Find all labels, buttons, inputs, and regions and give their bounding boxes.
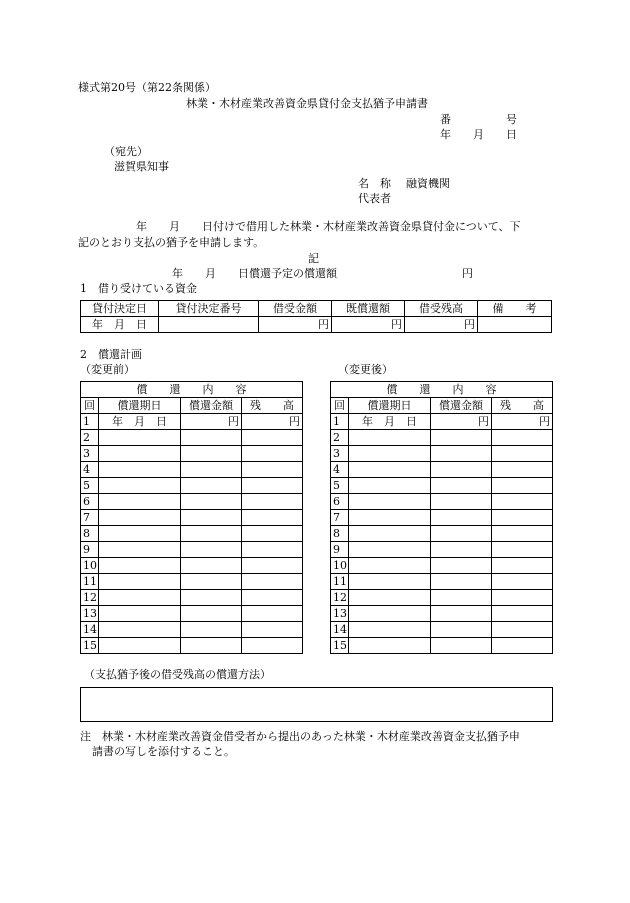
installment-number: 5	[81, 478, 99, 494]
table-row	[331, 510, 553, 526]
due-date-cell[interactable]	[349, 622, 431, 638]
balance-cell[interactable]	[242, 622, 303, 638]
amount-cell[interactable]: 円	[431, 414, 492, 430]
table-row	[81, 446, 303, 462]
applicant-name-value: 融資機関	[406, 177, 450, 190]
installment-number: 14	[81, 622, 99, 638]
balance-cell[interactable]	[242, 446, 303, 462]
header-repayment-amount: 償還金額	[181, 398, 242, 414]
balance-cell[interactable]	[492, 542, 553, 558]
table-row	[331, 590, 553, 606]
amount-cell[interactable]	[181, 430, 242, 446]
installment-number: 10	[81, 558, 99, 574]
balance-cell[interactable]	[492, 478, 553, 494]
amount-cell[interactable]	[181, 478, 242, 494]
amount-cell[interactable]	[431, 590, 492, 606]
balance-cell[interactable]	[492, 494, 553, 510]
table-row	[331, 430, 553, 446]
before-change-label: （変更前）	[80, 363, 135, 376]
due-date-cell[interactable]: 年 月 日	[99, 414, 181, 430]
header-installment: 回	[331, 398, 349, 414]
table-header-row	[81, 301, 552, 317]
due-date-cell[interactable]	[99, 542, 181, 558]
header-loan-decision-number: 貸付決定番号	[159, 301, 259, 317]
table-row	[81, 462, 303, 478]
amount-cell[interactable]	[181, 638, 242, 654]
installment-number: 7	[331, 510, 349, 526]
balance-cell[interactable]	[242, 606, 303, 622]
header-installment: 回	[81, 398, 99, 414]
installment-number: 3	[331, 446, 349, 462]
cell-outstanding-balance[interactable]: 円	[405, 317, 478, 333]
table-row	[81, 510, 303, 526]
balance-cell[interactable]	[242, 526, 303, 542]
amount-cell[interactable]	[431, 446, 492, 462]
due-date-cell[interactable]	[99, 430, 181, 446]
installment-number: 1	[81, 414, 99, 430]
section1-heading: 1 借り受けている資金	[80, 282, 197, 295]
table-row	[331, 494, 553, 510]
balance-cell[interactable]	[242, 590, 303, 606]
balance-cell[interactable]	[492, 462, 553, 478]
installment-number: 4	[331, 462, 349, 478]
cell-borrowed-amount[interactable]: 円	[259, 317, 332, 333]
due-date-cell[interactable]	[99, 510, 181, 526]
amount-cell[interactable]	[181, 558, 242, 574]
table-row	[331, 542, 553, 558]
body-text-line2: 記のとおり支払の猶予を申請します。	[78, 236, 265, 249]
due-date-cell[interactable]	[349, 574, 431, 590]
form-number: 様式第20号（第22条関係）	[78, 81, 216, 94]
due-date-cell[interactable]	[349, 494, 431, 510]
installment-number: 13	[81, 606, 99, 622]
due-date-cell[interactable]	[349, 446, 431, 462]
due-date-cell[interactable]	[99, 622, 181, 638]
amount-cell[interactable]	[431, 622, 492, 638]
table-row	[331, 478, 553, 494]
repayment-plan-after-table	[330, 381, 553, 654]
amount-cell[interactable]	[181, 590, 242, 606]
installment-number: 3	[81, 446, 99, 462]
cell-loan-decision-date[interactable]: 年 月 日	[81, 317, 159, 333]
installment-number: 2	[331, 430, 349, 446]
repayment-date-line: 年 月 日償還予定の償還額	[172, 267, 337, 280]
table-row	[331, 414, 553, 430]
installment-number: 9	[81, 542, 99, 558]
balance-cell[interactable]	[242, 542, 303, 558]
group-header: 償 還 内 容	[81, 382, 303, 398]
table-row	[81, 317, 552, 333]
installment-number: 11	[331, 574, 349, 590]
header-outstanding-balance: 借受残高	[405, 301, 478, 317]
due-date-cell[interactable]	[349, 542, 431, 558]
due-date-cell[interactable]	[99, 638, 181, 654]
table-row	[81, 478, 303, 494]
due-date-cell[interactable]	[349, 558, 431, 574]
installment-number: 13	[331, 606, 349, 622]
after-change-label: （変更後）	[338, 363, 393, 376]
due-date-cell[interactable]	[349, 526, 431, 542]
due-date-cell[interactable]	[99, 478, 181, 494]
table-row	[81, 494, 303, 510]
amount-cell[interactable]	[181, 622, 242, 638]
installment-number: 5	[331, 478, 349, 494]
header-balance: 残 高	[242, 398, 303, 414]
header-balance: 残 高	[492, 398, 553, 414]
addressee-name: 滋賀県知事	[114, 160, 169, 173]
balance-cell[interactable]	[492, 446, 553, 462]
group-header-row	[331, 382, 553, 398]
installment-number: 15	[81, 638, 99, 654]
body-text-line1: 年 月 日付けで借用した林業・木材産業改善資金県貸付金について、下	[136, 220, 521, 233]
amount-cell[interactable]	[181, 446, 242, 462]
due-date-cell[interactable]	[349, 478, 431, 494]
installment-number: 6	[331, 494, 349, 510]
table-row	[81, 638, 303, 654]
header-due-date: 償還期日	[349, 398, 431, 414]
table-row	[331, 638, 553, 654]
balance-cell[interactable]: 円	[242, 414, 303, 430]
amount-cell[interactable]	[431, 638, 492, 654]
cell-repaid-amount[interactable]: 円	[332, 317, 405, 333]
due-date-cell[interactable]	[99, 526, 181, 542]
balance-cell[interactable]	[242, 462, 303, 478]
balance-cell[interactable]	[242, 510, 303, 526]
installment-number: 9	[331, 542, 349, 558]
repayment-plan-before-table	[80, 381, 303, 654]
amount-cell[interactable]	[431, 494, 492, 510]
group-header: 償 還 内 容	[331, 382, 553, 398]
amount-cell[interactable]: 円	[181, 414, 242, 430]
representative-label: 代表者	[358, 192, 391, 205]
due-date-cell[interactable]	[99, 462, 181, 478]
balance-cell[interactable]	[242, 494, 303, 510]
group-header-row	[81, 382, 303, 398]
balance-cell[interactable]	[492, 430, 553, 446]
form-title: 林業・木材産業改善資金県貸付金支払猶予申請書	[186, 97, 428, 110]
balance-cell[interactable]	[242, 638, 303, 654]
balance-cell[interactable]	[492, 574, 553, 590]
table-row	[81, 542, 303, 558]
balance-cell[interactable]	[242, 574, 303, 590]
note-line2: 請書の写しを添付すること。	[92, 745, 235, 758]
due-date-cell[interactable]	[99, 590, 181, 606]
table-row	[331, 462, 553, 478]
amount-cell[interactable]	[431, 542, 492, 558]
cell-remarks[interactable]	[478, 317, 552, 333]
repayment-method-label: （支払猶予後の借受残高の償還方法）	[84, 668, 271, 681]
balance-cell[interactable]	[492, 622, 553, 638]
table-row	[331, 558, 553, 574]
balance-cell[interactable]	[492, 638, 553, 654]
installment-number: 7	[81, 510, 99, 526]
header-repaid-amount: 既償還額	[332, 301, 405, 317]
due-date-cell[interactable]	[349, 510, 431, 526]
installment-number: 14	[331, 622, 349, 638]
installment-number: 4	[81, 462, 99, 478]
due-date-cell[interactable]	[99, 558, 181, 574]
due-date-cell[interactable]	[349, 590, 431, 606]
header-remarks: 備 考	[478, 301, 552, 317]
applicant-name-label: 名 称	[358, 177, 391, 190]
amount-cell[interactable]	[431, 478, 492, 494]
table-row	[81, 590, 303, 606]
installment-number: 2	[81, 430, 99, 446]
table-row	[81, 526, 303, 542]
document-date: 年 月 日	[440, 128, 517, 141]
borrowed-funds-table	[80, 300, 552, 333]
installment-number: 12	[331, 590, 349, 606]
amount-cell[interactable]	[431, 606, 492, 622]
installment-number: 8	[331, 526, 349, 542]
installment-number: 11	[81, 574, 99, 590]
table-row	[331, 606, 553, 622]
amount-cell[interactable]	[181, 606, 242, 622]
column-header-row	[81, 398, 303, 414]
due-date-cell[interactable]: 年 月 日	[349, 414, 431, 430]
amount-cell[interactable]	[181, 542, 242, 558]
amount-cell[interactable]	[431, 510, 492, 526]
amount-cell[interactable]	[431, 574, 492, 590]
balance-cell[interactable]	[492, 526, 553, 542]
document-number: 番 号	[440, 113, 517, 126]
balance-cell[interactable]	[242, 558, 303, 574]
table-row	[81, 430, 303, 446]
amount-cell[interactable]	[431, 526, 492, 542]
due-date-cell[interactable]	[99, 606, 181, 622]
table-row	[331, 622, 553, 638]
table-row	[331, 526, 553, 542]
repayment-unit: 円	[462, 267, 473, 280]
installment-number: 12	[81, 590, 99, 606]
balance-cell[interactable]	[242, 478, 303, 494]
due-date-cell[interactable]	[349, 606, 431, 622]
balance-cell[interactable]	[492, 606, 553, 622]
ki-heading: 記	[308, 252, 319, 265]
note-line1: 注 林業・木材産業改善資金借受者から提出のあった林業・木材産業改善資金支払猶予申	[80, 730, 520, 743]
addressee-label: （宛先）	[104, 145, 148, 158]
table-row	[81, 622, 303, 638]
section2-heading: 2 償還計画	[80, 348, 142, 361]
amount-cell[interactable]	[181, 526, 242, 542]
amount-cell[interactable]	[181, 574, 242, 590]
amount-cell[interactable]	[181, 494, 242, 510]
due-date-cell[interactable]	[349, 638, 431, 654]
header-borrowed-amount: 借受金額	[259, 301, 332, 317]
installment-number: 10	[331, 558, 349, 574]
repayment-method-box[interactable]	[80, 687, 553, 722]
table-row	[81, 558, 303, 574]
amount-cell[interactable]	[431, 462, 492, 478]
table-row	[81, 606, 303, 622]
balance-cell[interactable]	[492, 510, 553, 526]
due-date-cell[interactable]	[349, 430, 431, 446]
header-loan-decision-date: 貸付決定日	[81, 301, 159, 317]
installment-number: 1	[331, 414, 349, 430]
header-due-date: 償還期日	[99, 398, 181, 414]
balance-cell[interactable]	[492, 558, 553, 574]
due-date-cell[interactable]	[99, 494, 181, 510]
amount-cell[interactable]	[431, 430, 492, 446]
due-date-cell[interactable]	[349, 462, 431, 478]
amount-cell[interactable]	[181, 510, 242, 526]
balance-cell[interactable]	[242, 430, 303, 446]
due-date-cell[interactable]	[99, 446, 181, 462]
cell-loan-decision-number[interactable]	[159, 317, 259, 333]
table-row	[331, 574, 553, 590]
installment-number: 8	[81, 526, 99, 542]
amount-cell[interactable]	[181, 462, 242, 478]
installment-number: 6	[81, 494, 99, 510]
table-row	[331, 446, 553, 462]
balance-cell[interactable]	[492, 590, 553, 606]
header-repayment-amount: 償還金額	[431, 398, 492, 414]
table-row	[81, 574, 303, 590]
due-date-cell[interactable]	[99, 574, 181, 590]
column-header-row	[331, 398, 553, 414]
amount-cell[interactable]	[431, 558, 492, 574]
installment-number: 15	[331, 638, 349, 654]
balance-cell[interactable]: 円	[492, 414, 553, 430]
table-row	[81, 414, 303, 430]
